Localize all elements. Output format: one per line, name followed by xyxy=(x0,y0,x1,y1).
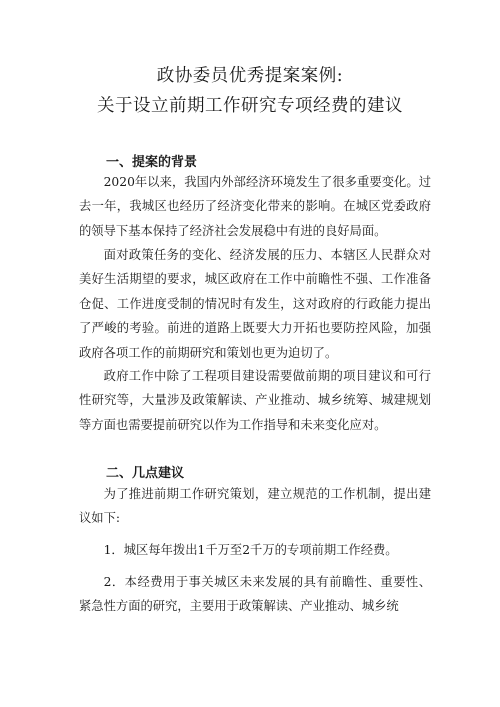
paragraph-suggestion-1: 1．城区每年拨出1千万至2千万的专项前期工作经费。 xyxy=(103,543,398,557)
paragraph-background-3: 政府工作中除了工程项目建设需要做前期的项目建议和可行性研究等，大量涉及政策解读、产业推动、城乡统筹、城建规划等方面也需要提前研究以作为工作指导和未来变化应对。 xyxy=(79,369,431,432)
document-title-line-1: 政协委员优秀提案案例: xyxy=(156,66,344,86)
document-title-line-2: 关于设立前期工作研究专项经费的建议 xyxy=(97,96,403,116)
section-heading-background: 一、提案的背景 xyxy=(106,155,198,170)
paragraph-suggestion-2: 2．本经费用于事关城区未来发展的具有前瞻性、重要性、紧急性方面的研究，主要用于政策解读、产业推动、城乡统 xyxy=(79,575,431,614)
paragraph-suggestions-intro: 为了推进前期工作研究策划，建立规范的工作机制，提出建议如下: xyxy=(79,487,431,526)
paragraph-background-1: 2020年以来，我国内外部经济环境发生了很多重要变化。过去一年，我城区也经历了经济变化带来的影响。在城区党委政府的领导下基本保持了经济社会发展稳中有进的良好局面。 xyxy=(79,175,431,238)
section-heading-suggestions: 二、几点建议 xyxy=(106,466,185,481)
paragraph-background-2: 面对政策任务的变化、经济发展的压力、本辖区人民群众对美好生活期望的要求，城区政府在工作中前瞻性不强、工作准备仓促、工作进度受制的情况时有发生，这对政府的行政能力提出了严峻的考验。前进的道路上既要大力开拓也要防控风险，加强政府各项工作的前期研究和策划也更为迫切了。 xyxy=(79,248,431,360)
